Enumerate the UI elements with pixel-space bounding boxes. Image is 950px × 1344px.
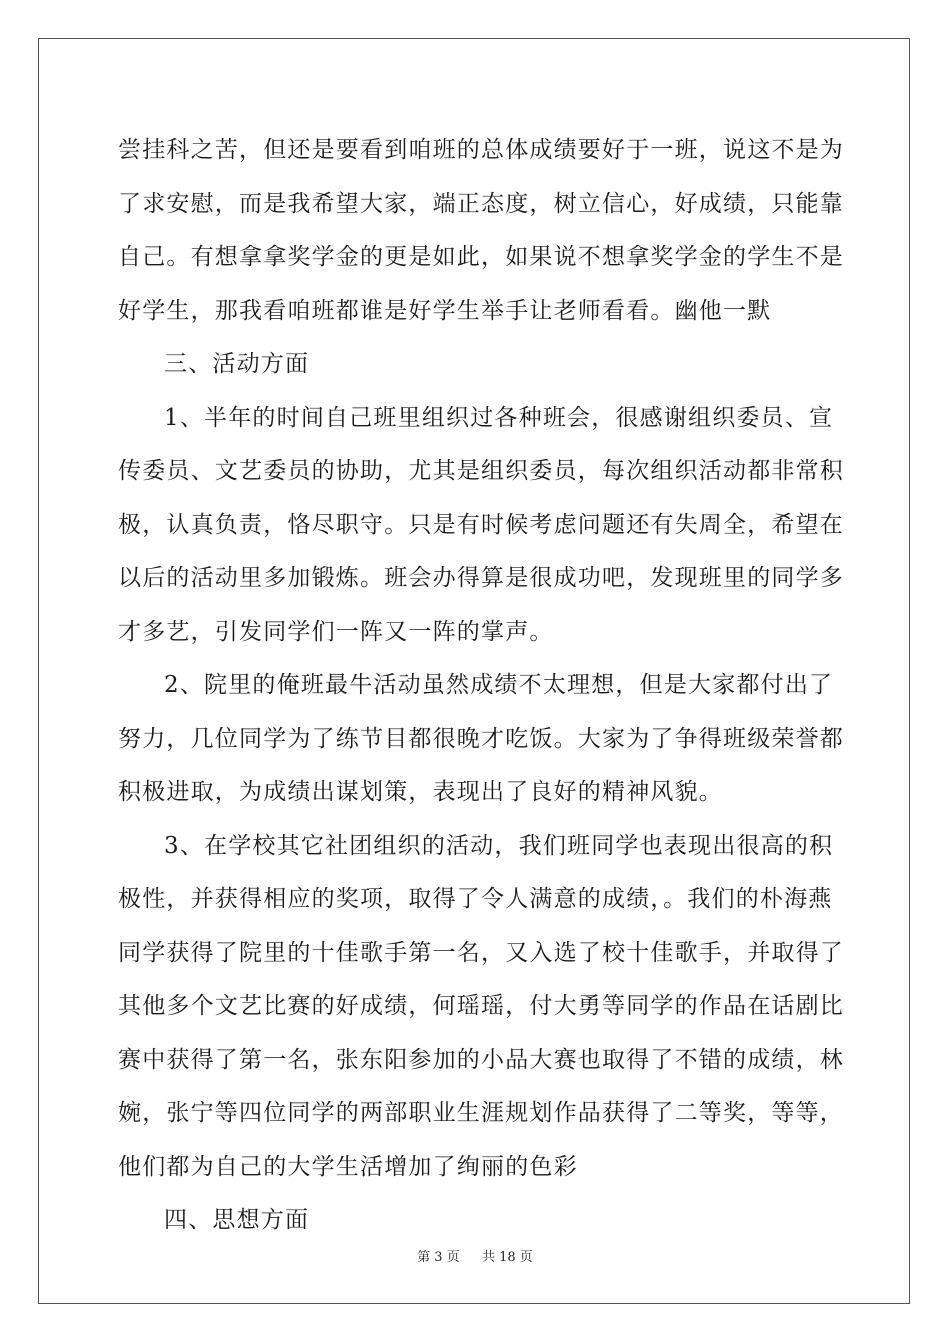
text-line: 赛中获得了第一名，张东阳参加的小品大赛也取得了不错的成绩，林 <box>118 1046 844 1073</box>
paragraph-start: 3、在学校其它社团组织的活动，我们班同学也表现出很高的积 <box>164 832 834 859</box>
text-line: 了求安慰，而是我希望大家，端正态度，树立信心，好成绩，只能靠 <box>118 190 844 217</box>
document-body <box>118 124 844 1248</box>
section-heading: 三、活动方面 <box>164 351 310 377</box>
page-number: 第 3 页 <box>417 1250 460 1265</box>
page-footer <box>0 1246 950 1265</box>
paragraph-start: 2、院里的俺班最牛活动虽然成绩不太理想，但是大家都付出了 <box>164 672 834 698</box>
paragraph-start: 1、半年的时间自己班里组织过各种班会，很感谢组织委员、宣 <box>164 404 834 431</box>
text-line: 婉，张宁等四位同学的两部职业生涯规划作品获得了二等奖，等等， <box>118 1100 844 1126</box>
text-line: 以后的活动里多加锻炼。班会办得算是很成功吧，发现班里的同学多 <box>118 565 844 591</box>
text-line: 努力，几位同学为了练节目都很晚才吃饭。大家为了争得班级荣誉都 <box>118 725 844 752</box>
text-line: 才多艺，引发同学们一阵又一阵的掌声。 <box>118 618 554 645</box>
text-line: 同学获得了院里的十佳歌手第一名，又入选了校十佳歌手，并取得了 <box>118 939 844 966</box>
text-line: 积极进取，为成绩出谋划策，表现出了良好的精神风貌。 <box>118 779 723 805</box>
text-line: 他们都为自己的大学生活增加了绚丽的色彩 <box>118 1153 578 1180</box>
text-line: 其他多个文艺比赛的好成绩，何瑶瑶，付大勇等同学的作品在话剧比 <box>118 993 844 1019</box>
text-line: 好学生，那我看咱班都谁是好学生举手让老师看看。幽他一默 <box>118 297 772 324</box>
text-line: 尝挂科之苦，但还是要看到咱班的总体成绩要好于一班，说这不是为 <box>118 137 844 163</box>
page-total: 共 18 页 <box>482 1250 533 1265</box>
section-heading: 四、思想方面 <box>164 1207 310 1233</box>
text-line: 极，认真负责，恪尽职守。只是有时候考虑问题还有失周全，希望在 <box>118 511 844 538</box>
text-line: 自己。有想拿拿奖学金的更是如此，如果说不想拿奖学金的学生不是 <box>118 244 844 270</box>
text-line: 传委员、文艺委员的协助，尤其是组织委员，每次组织活动都非常积 <box>118 458 844 484</box>
text-line: 极性，并获得相应的奖项，取得了令人满意的成绩，。我们的朴海燕 <box>118 886 833 912</box>
